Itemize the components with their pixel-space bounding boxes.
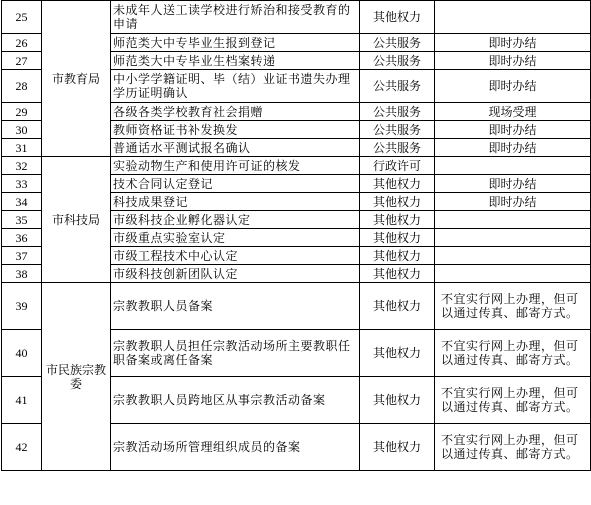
table-row — [2, 157, 591, 175]
services-table — [1, 0, 591, 471]
category: 其他权力 — [360, 377, 435, 424]
handling-mode: 不宜实行网上办理，但可以通过传真、邮寄方式。 — [435, 424, 591, 471]
category: 公共服务 — [360, 34, 435, 52]
handling-mode — [435, 265, 591, 283]
handling-mode — [435, 1, 591, 34]
row-number: 31 — [2, 139, 42, 157]
row-number: 40 — [2, 330, 42, 377]
item-name: 宗教教职人员担任宗教活动场所主要教职任职备案或离任备案 — [111, 330, 360, 377]
category: 其他权力 — [360, 283, 435, 330]
category: 行政许可 — [360, 157, 435, 175]
category: 公共服务 — [360, 103, 435, 121]
row-number: 35 — [2, 211, 42, 229]
item-name: 技术合同认定登记 — [111, 175, 360, 193]
item-name: 市级重点实验室认定 — [111, 229, 360, 247]
row-number: 26 — [2, 34, 42, 52]
item-name: 实验动物生产和使用许可证的核发 — [111, 157, 360, 175]
handling-mode: 不宜实行网上办理，但可以通过传真、邮寄方式。 — [435, 377, 591, 424]
category: 其他权力 — [360, 211, 435, 229]
category: 公共服务 — [360, 52, 435, 70]
row-number: 38 — [2, 265, 42, 283]
handling-mode — [435, 157, 591, 175]
item-name: 市级工程技术中心认定 — [111, 247, 360, 265]
handling-mode: 即时办结 — [435, 34, 591, 52]
department-cell: 市科技局 — [42, 157, 111, 283]
category: 公共服务 — [360, 139, 435, 157]
item-name: 各级各类学校教育社会捐赠 — [111, 103, 360, 121]
category: 其他权力 — [360, 175, 435, 193]
category: 其他权力 — [360, 330, 435, 377]
item-name: 宗教教职人员跨地区从事宗教活动备案 — [111, 377, 360, 424]
table-row — [2, 1, 591, 34]
category: 其他权力 — [360, 247, 435, 265]
item-name: 宗教活动场所管理组织成员的备案 — [111, 424, 360, 471]
table-row — [2, 283, 591, 330]
row-number: 39 — [2, 283, 42, 330]
item-name: 宗教教职人员备案 — [111, 283, 360, 330]
item-name: 市级科技企业孵化器认定 — [111, 211, 360, 229]
row-number: 25 — [2, 1, 42, 34]
item-name: 未成年人送工读学校进行矫治和接受教育的申请 — [111, 1, 360, 34]
handling-mode: 即时办结 — [435, 70, 591, 103]
department-cell: 市民族宗教委 — [42, 283, 111, 471]
category: 其他权力 — [360, 1, 435, 34]
row-number: 32 — [2, 157, 42, 175]
category: 其他权力 — [360, 229, 435, 247]
row-number: 36 — [2, 229, 42, 247]
handling-mode: 即时办结 — [435, 121, 591, 139]
item-name: 科技成果登记 — [111, 193, 360, 211]
row-number: 34 — [2, 193, 42, 211]
handling-mode: 不宜实行网上办理，但可以通过传真、邮寄方式。 — [435, 283, 591, 330]
handling-mode: 即时办结 — [435, 52, 591, 70]
row-number: 29 — [2, 103, 42, 121]
item-name: 师范类大中专毕业生档案转递 — [111, 52, 360, 70]
row-number: 33 — [2, 175, 42, 193]
row-number: 28 — [2, 70, 42, 103]
handling-mode — [435, 211, 591, 229]
item-name: 中小学学籍证明、毕（结）业证书遗失办理学历证明确认 — [111, 70, 360, 103]
row-number: 42 — [2, 424, 42, 471]
category: 公共服务 — [360, 121, 435, 139]
row-number: 41 — [2, 377, 42, 424]
handling-mode: 现场受理 — [435, 103, 591, 121]
row-number: 27 — [2, 52, 42, 70]
department-cell: 市教育局 — [42, 1, 111, 157]
category: 其他权力 — [360, 265, 435, 283]
item-name: 普通话水平测试报名确认 — [111, 139, 360, 157]
item-name: 市级科技创新团队认定 — [111, 265, 360, 283]
handling-mode — [435, 229, 591, 247]
handling-mode: 即时办结 — [435, 139, 591, 157]
handling-mode: 不宜实行网上办理，但可以通过传真、邮寄方式。 — [435, 330, 591, 377]
row-number: 30 — [2, 121, 42, 139]
handling-mode: 即时办结 — [435, 175, 591, 193]
handling-mode: 即时办结 — [435, 193, 591, 211]
category: 公共服务 — [360, 70, 435, 103]
item-name: 师范类大中专毕业生报到登记 — [111, 34, 360, 52]
handling-mode — [435, 247, 591, 265]
item-name: 教师资格证书补发换发 — [111, 121, 360, 139]
row-number: 37 — [2, 247, 42, 265]
category: 其他权力 — [360, 193, 435, 211]
category: 其他权力 — [360, 424, 435, 471]
